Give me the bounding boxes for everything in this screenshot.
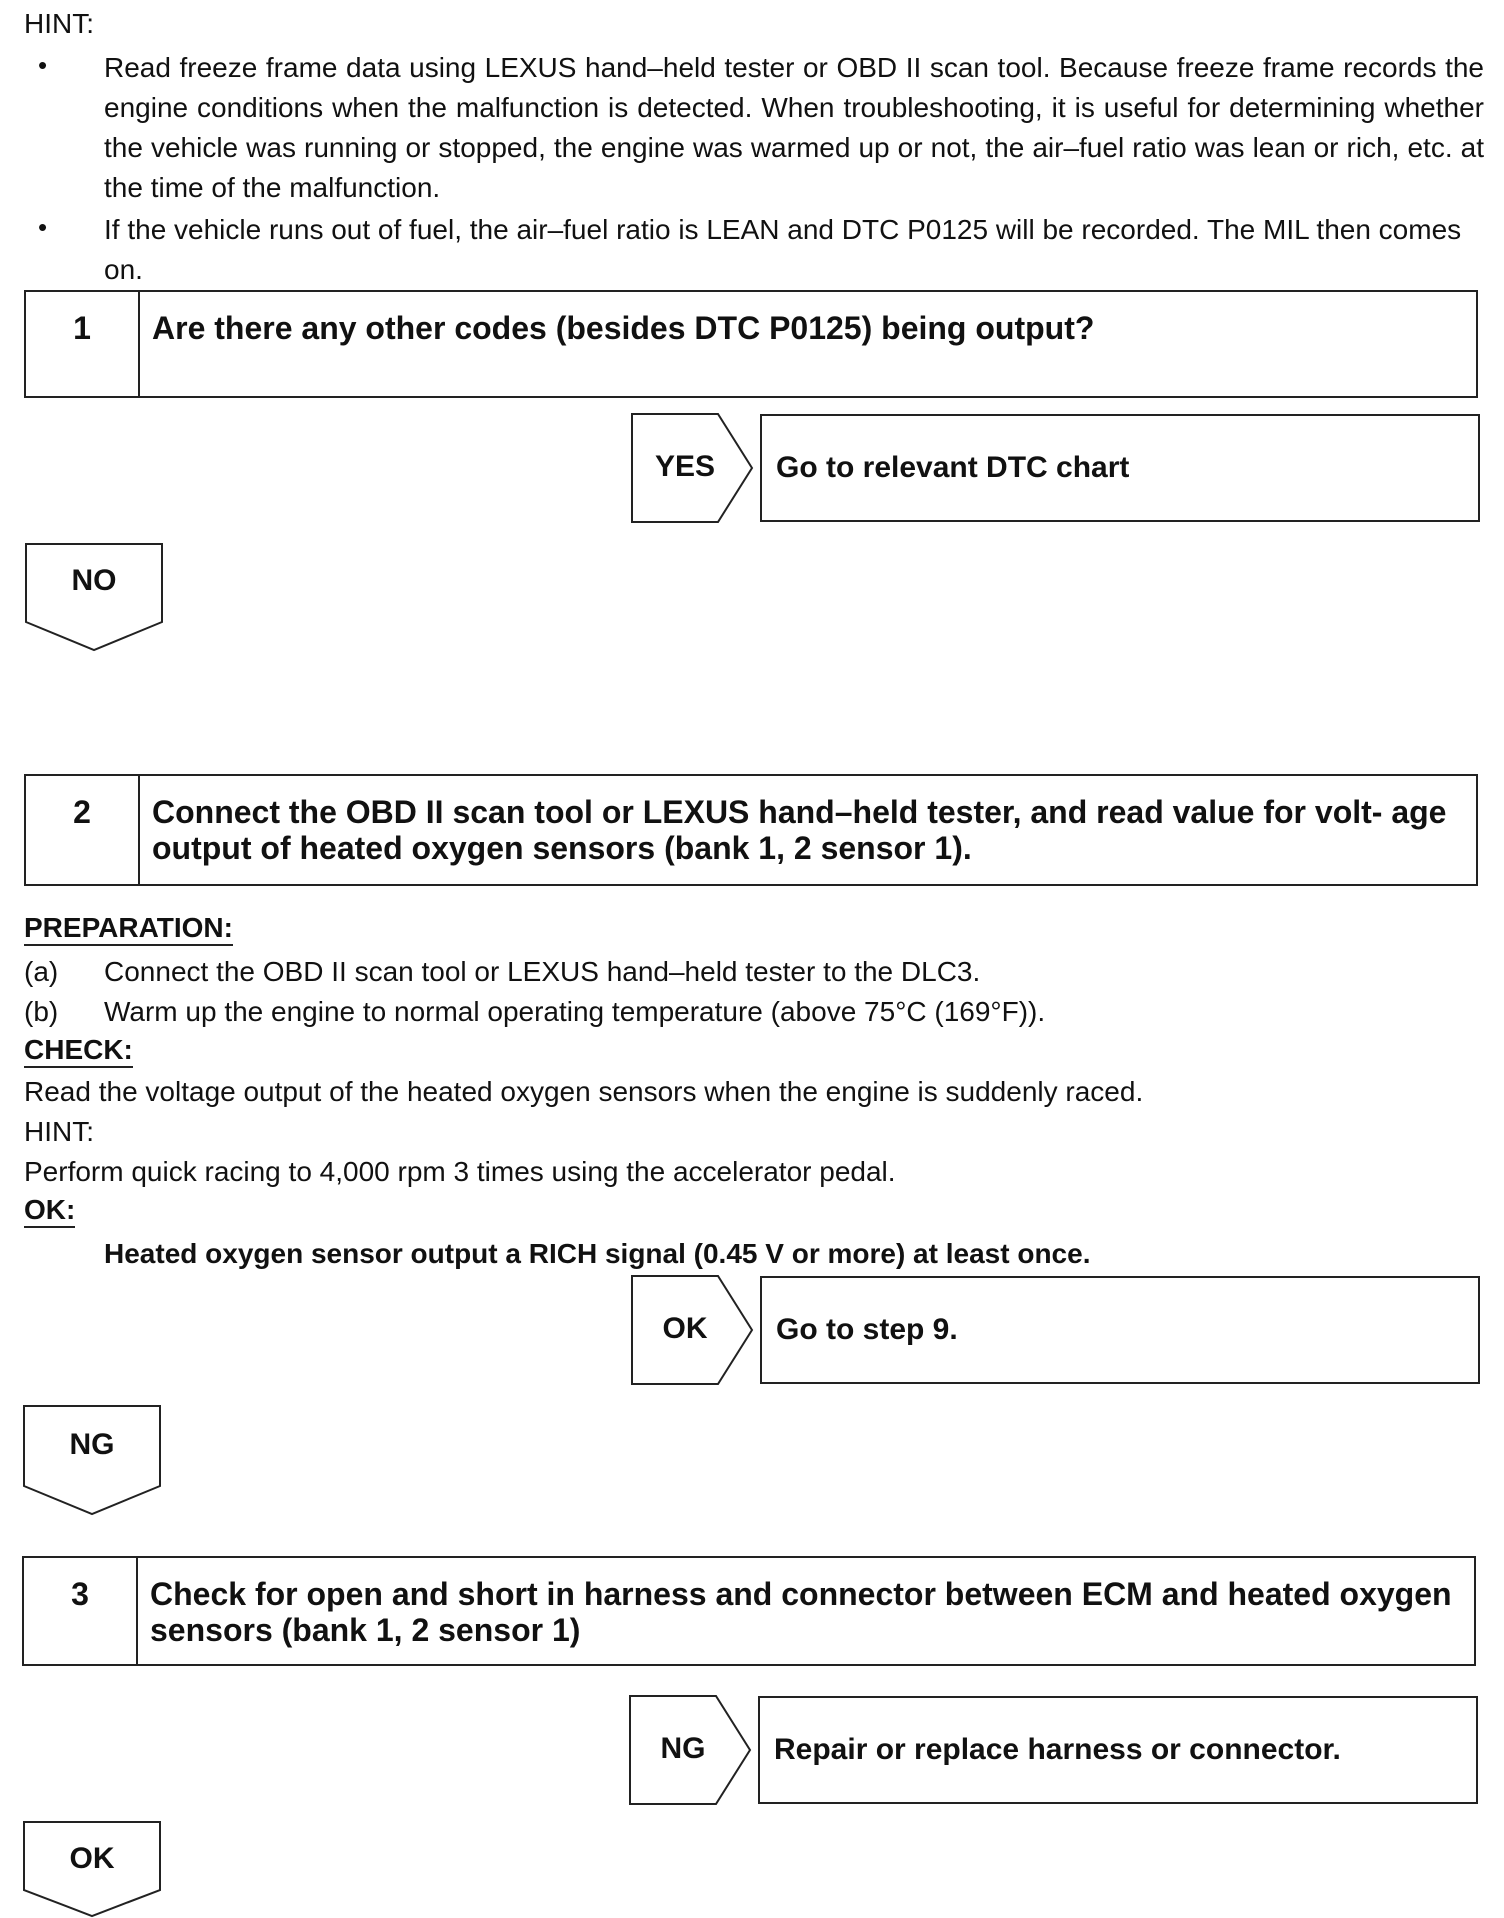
prep-item-b: Warm up the engine to normal operating temperature (above 75°C (169°F)).	[104, 996, 1046, 1027]
step-1-number: 1	[26, 292, 140, 396]
prep-marker-b: (b)	[24, 996, 59, 1027]
hint-2-text: Perform quick racing to 4,000 rpm 3 times using the accelerator pedal.	[24, 1156, 896, 1187]
hint-label: HINT:	[24, 8, 94, 39]
ok-criteria-text: Heated oxygen sensor output a RICH signal (0.45 V or more) at least once.	[104, 1238, 1091, 1269]
step-1-box	[24, 290, 1478, 398]
no-label: NO	[71, 564, 117, 597]
step-3-box	[22, 1556, 1476, 1666]
bullet-marker: •	[38, 212, 48, 242]
step-3-title: Check for open and short in harness and connector between ECM and heated oxygen sensors (bank 1, 2 sensor 1)	[150, 1576, 1452, 1648]
bullet-marker: •	[38, 50, 48, 80]
ng-3-result-box	[758, 1696, 1478, 1804]
yes-label: YES	[654, 450, 716, 483]
step-3-number: 3	[24, 1558, 138, 1664]
check-text: Read the voltage output of the heated oxygen sensors when the engine is suddenly raced.	[24, 1076, 1144, 1107]
step-2-number: 2	[26, 776, 140, 884]
step-2-box	[24, 774, 1478, 886]
step-2-title: Connect the OBD II scan tool or LEXUS hand–held tester, and read value for volt- age output of heated oxygen sensors (bank 1, 2 sensor 1).	[152, 794, 1447, 866]
check-label: CHECK:	[24, 1034, 133, 1068]
ok-result-box	[760, 1276, 1480, 1384]
preparation-label: PREPARATION:	[24, 912, 233, 946]
ng-3-result-text: Repair or replace harness or connector.	[774, 1733, 1341, 1766]
ng-label: NG	[69, 1428, 115, 1461]
prep-marker-a: (a)	[24, 956, 59, 987]
hint-bullet-2: If the vehicle runs out of fuel, the air–fuel ratio is LEAN and DTC P0125 will be recorded. The MIL then comes on.	[104, 214, 1462, 285]
step-1-title: Are there any other codes (besides DTC P0125) being output?	[152, 310, 1095, 346]
hint-bullet-1: Read freeze frame data using LEXUS hand–held tester or OBD II scan tool. Because freeze frame records the engine conditions when the malfunction is detected. When troubleshooting, it is useful for determining whether the vehicle was running or stopped, the engine was warmed up or not, the air–fuel ratio was lean or rich, etc. at the time of the malfunction.	[104, 52, 1484, 203]
yes-result-text: Go to relevant DTC chart	[776, 451, 1130, 484]
ok-arrow-label: OK	[662, 1312, 708, 1345]
yes-result-box	[760, 414, 1480, 522]
ok-result-text: Go to step 9.	[776, 1313, 958, 1346]
ok-criteria-label: OK:	[24, 1194, 75, 1228]
ng-3-arrow-label: NG	[660, 1732, 706, 1765]
ok-3-label: OK	[69, 1842, 115, 1875]
prep-item-a: Connect the OBD II scan tool or LEXUS hand–held tester to the DLC3.	[104, 956, 981, 987]
hint-2-label: HINT:	[24, 1116, 94, 1147]
